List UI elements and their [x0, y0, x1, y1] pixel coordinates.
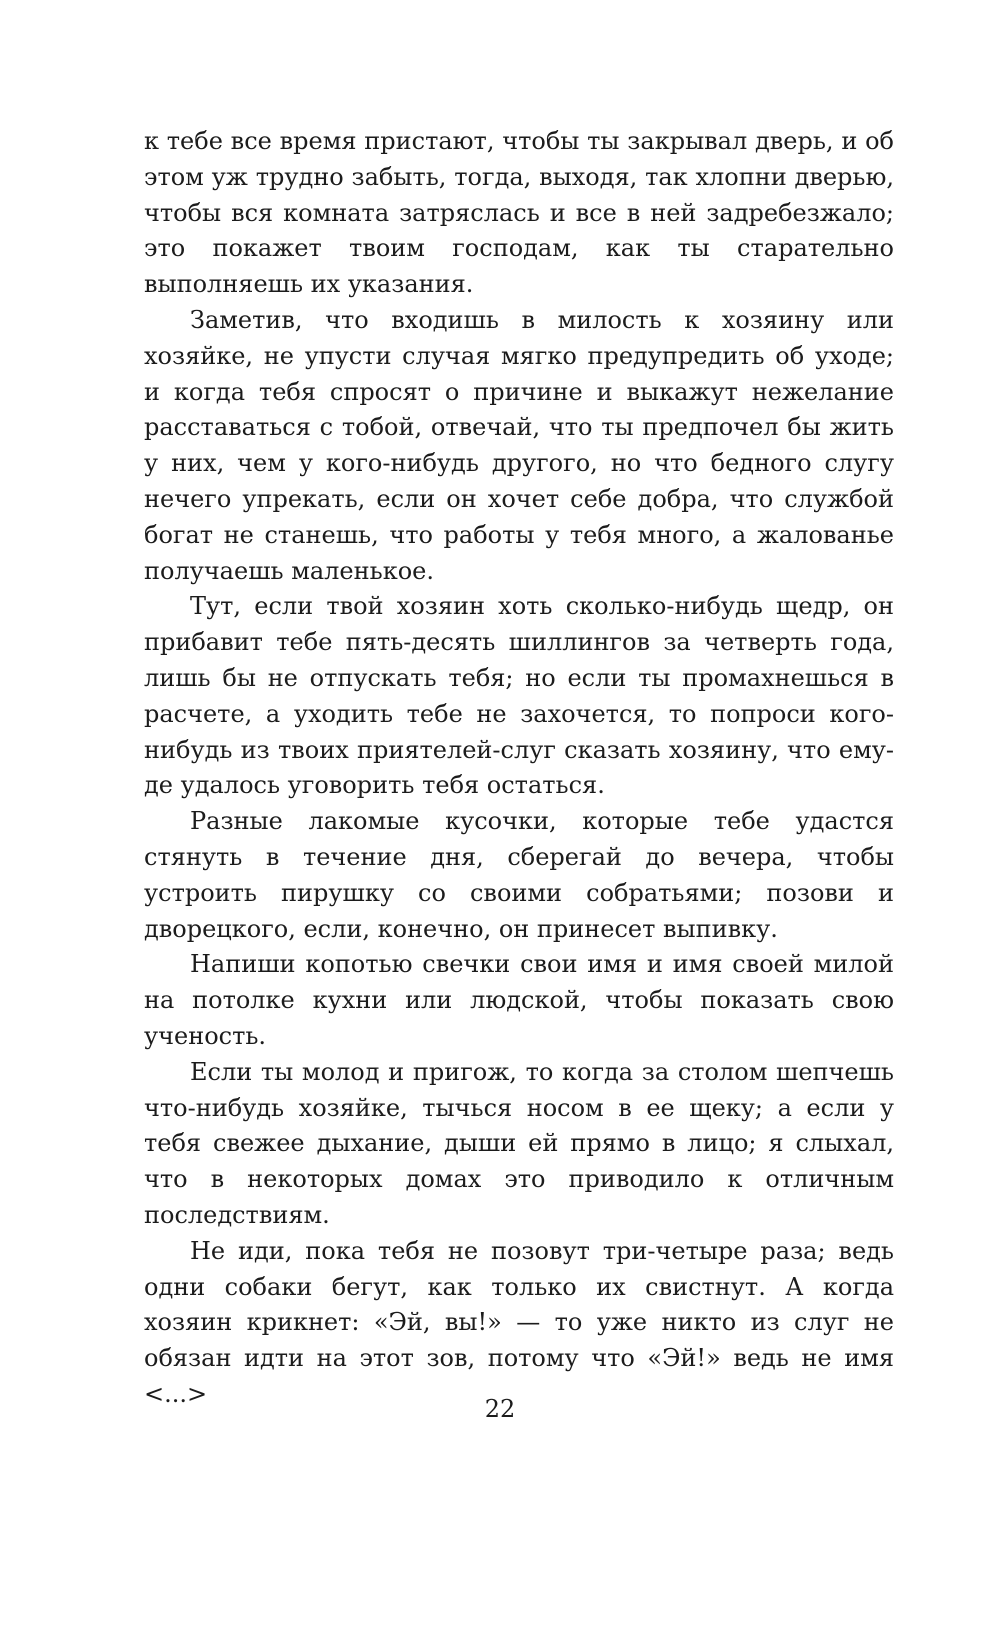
- paragraph: Напиши копотью свечки свои имя и имя своей милой на потолке кухни или людской, чтобы показать свою ученость.: [144, 950, 894, 1050]
- page-number: 22: [484, 1395, 516, 1423]
- paragraph: Если ты молод и пригож, то когда за столом шепчешь что-нибудь хозяйке, тычься носом в ее щеку; а если у тебя свежее дыхание, дыши ей прямо в лицо; я слыхал, что в некоторых домах это приводило к отличным последствиям.: [144, 1057, 894, 1229]
- paragraph: Не иди, пока тебя не позовут три-четыре раза; ведь одни собаки бегут, как только их свистнут. А когда хозяин крикнет: «Эй, вы!» — то уже никто из слуг не обязан идти на этот зов, потому что «Эй!» ведь не имя <...>: [144, 1236, 894, 1408]
- paragraph: Заметив, что входишь в милость к хозяину или хозяйке, не упусти случая мягко предупредить об уходе; и когда тебя спросят о причине и выкажут нежелание расставаться с тобой, отвечай, что ты предпочел бы жить у них, чем у кого-нибудь другого, но что бедного слугу нечего упрекать, если он хочет себе добра, что службой богат не станешь, что работы у тебя много, а жалованье получаешь маленькое.: [144, 305, 894, 585]
- paragraph: Тут, если твой хозяин хоть сколько-нибудь щедр, он прибавит тебе пять-десять шиллингов за четверть года, лишь бы не отпускать тебя; но если ты промахнешься в расчете, а уходить тебе не захочется, то попроси кого-нибудь из твоих приятелей-слуг сказать хозяину, что ему-де удалось уговорить тебя остаться.: [144, 592, 894, 800]
- paragraph: Разные лакомые кусочки, которые тебе удастся стянуть в течение дня, сберегай до вечера, чтобы устроить пирушку со своими собратьями; позови и дворецкого, если, конечно, он принесет выпивку.: [144, 807, 894, 943]
- body-text: [144, 124, 894, 1413]
- paragraph: к тебе все время пристают, чтобы ты закрывал дверь, и об этом уж трудно забыть, тогда, выходя, так хлопни дверью, чтобы вся комната затряслась и все в ней задребезжало; это покажет твоим господам, как ты старательно выполняешь их указания.: [144, 127, 894, 299]
